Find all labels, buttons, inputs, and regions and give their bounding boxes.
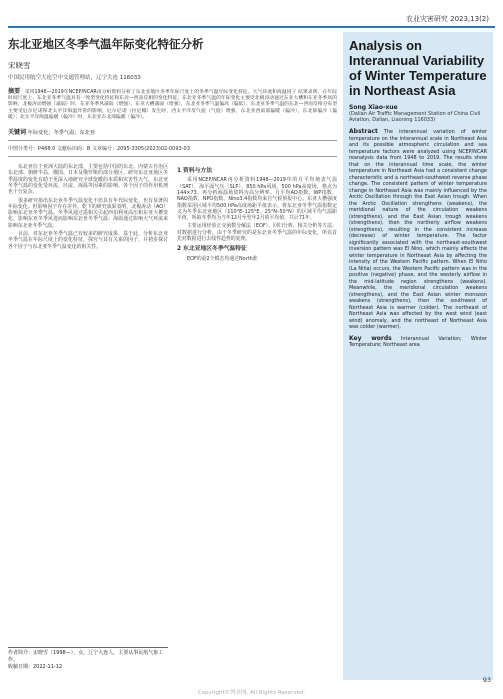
section-paragraph: EOF的前2个模态均通过North准 — [187, 255, 258, 262]
body-column-left — [8, 164, 168, 264]
english-sidebar — [343, 32, 493, 680]
footnote — [8, 647, 168, 671]
intro-paragraph: 很多研究指出东北亚冬季气温变化不但具有年代际变化，也有显著的年际变化。但影响因子存在差异。乾下的研究成果表明，北极涛动（AO）影响东北亚冬季气温。冬季风通过遥相关引起西伯利亚高压和东亚大槽变化，影响东亚冬季风进而影响东北亚冬季气温；海温通过影响大气环流来影响东北亚冬季气温。 — [8, 197, 168, 229]
en-keywords — [349, 336, 487, 349]
intro-paragraph: 目前，对东北亚冬季气温已有较多的研究成果，基于此，分析东北亚冬季气温在年际尺度上的变化特征，探究与其有关系的因子，并初步探讨各个因子与东北亚冬季气温变化的相关性。 — [8, 230, 168, 250]
cn-author: 宋晓雪 — [8, 61, 31, 70]
en-abstract-label: Abstract — [349, 128, 378, 135]
en-abstract-text: The interannual variation of winter temperature on the interannual scale in Northeast Asia and its possible atmospheric circulation and sea temperature factors were analyzed using NCEP/NCAR reanalysis data from 1948 to 2019. The results show that on the interannual time scale, the winter temperature in Northeast Asia had a consistent change characteristic and a northeast-southwest reverse phase change. The consistent pattern of winter temperature change in Northeast Asia was mainly influenced by the Arctic Oscillation through the East Asian trough. When the Arctic Oscillation strengthens (weakens), the meridional nature of the circulation weakens (strengthens), and the East Asian trough weakens (strengthens), then the northerly airflow weakens (strengthens), resulting in the consistent increase (decrease) of winter temperature. The factor significantly associated with the northeast-southwest inversion pattern was El Nino, which mainly affects the winter temperature in Northeast Asia by affecting the intensity of the Western Pacific pattern. When El Niño (La Niña) occurs, the Western Pacific pattern was in the positive (negative) phase, and the westerly airflow in the mid-latitude region strengthens (weakens). Meanwhile, the meridional circulation weakens (strengthens), and the East Asian winter monsoon weakens (strengthens), then the southwest of Northeast Asia is warmer (colder). The northeast of Northeast Asia was affected by the west wind (east wind) anomaly, and the northeast of Northeast Asia was colder (warmer). — [349, 129, 487, 330]
divider — [8, 140, 337, 141]
cn-keywords-label: 关键词 — [8, 129, 27, 137]
header-rule — [8, 26, 495, 28]
section-heading: 1 资料与方法 — [177, 168, 213, 175]
en-keywords-text: Interannual Variation; Winter Temperature; Northeast area — [349, 335, 487, 348]
footnote-rule — [8, 647, 168, 648]
en-author: Song Xiao-xue — [349, 104, 398, 111]
received-date: 收稿日期：2022-11-12 — [8, 663, 63, 670]
cn-keywords — [8, 127, 337, 136]
section-heading: 2 东北亚地区冬季气温特征 — [177, 246, 247, 253]
intro-paragraph: 东北亚位于亚洲大陆的东北部，主要包括中国的东北、内蒙古自治区东北部、朝鲜半岛、俄国、日本及俄罗斯的部分地区。研究东北亚地区冬季温度的变化有助于更深入地研究全球变暖的本质和灾害性天气。东北亚冬季气温的变化受环流、径流、海温等因素的影响。各个因子的作用机理也十分复杂。 — [8, 164, 168, 196]
journal-header: 农业灾害研究 2023,13(2) — [405, 15, 489, 23]
en-keywords-label: Key words — [349, 334, 392, 342]
body-column-right — [177, 164, 337, 264]
cn-abstract-label: 摘要 — [8, 88, 21, 95]
cn-abstract-text: 采用1948—2019年NCEP/NCAR再分析资料分析了东北亚地区冬季年际尺度上的冬季气温年际变化特征。大气环流和海温因子 结果表明，在年际时间尺度上，东北亚冬季气温具有一致型变化特征和东北—西南反相的变化特征。东北亚冬季气温的年际变化主要受北极涛动通过东亚大槽和东亚冬季风的影响，北极涛动增强（减弱）时，东亚冬季风减弱（增强），东亚大槽减弱（增强），东北亚冬季气温偏高（偏低）；东北亚冬季气温的东北—西南反相分布型主要受厄尔尼诺和北太平洋海温异常的影响，厄尔尼诺（拉尼娜）发生时，西太平洋反气旋（气旋）增强，东北亚西南部偏暖（偏冷），东北部偏冷（偏暖）；北太平洋海温偏暖（偏冷）时，东北亚东北部偏暖（偏冷）。 — [8, 90, 337, 120]
en-abstract — [349, 129, 487, 331]
cn-abstract — [8, 89, 337, 121]
page-number: 93 — [482, 676, 491, 684]
classification-ids: 中图分类号：P468.0 文献标识码：B 文章编号：2095-3305(2023)02-0093-03 — [8, 145, 190, 152]
cn-title: 东北亚地区冬季气温年际变化特征分析 — [8, 37, 204, 51]
author-bio: 作者简介：宋晓雪（1998—），女，辽宁大连人，主要从事民航气象工作。 — [8, 649, 164, 663]
section-paragraph: 采用NCEP/NCAR再分析资料1948—2019年的月平均地表气温（SAT）、海平面气压（SLP）、850 hPa风场、500 hPa高度场，格点为144×73，再分析海温场资料为高分辨率。月平均AO指数、WP指数、NAO指数、NPO指数、Nino3.4指数均来自气候预报中心。东亚大槽强度指数采用区域平均500 hPa高度场距平值表示。将东北亚冬季气温指数定义为冬季东北亚地区（110°E–125°E，25°N–50°N）的区域平均气温距平值，所取冬季均为当年12月至翌年2月的平均值，共计71年。 — [177, 177, 337, 222]
en-title: Analysis on Interannual Variability of Winter Temperature in Northeast Asia — [349, 38, 487, 98]
cn-affiliation: 中国民用航空大连空中交通管理站，辽宁大连 116033 — [8, 75, 141, 81]
divider — [8, 156, 337, 157]
watermark: Copyright©博看网. All Rights Reserved. — [197, 690, 306, 696]
chinese-column — [8, 32, 337, 264]
en-affiliation: (Dalian Air Traffic Management Station of China Civil Aviation, Dalian, Liaoning 116033) — [349, 111, 481, 123]
cn-keywords-text: 年际变化；冬季气温；东北亚 — [27, 130, 96, 137]
section-paragraph: 主要运用经验正交函数分解法（EOF）、回归分析、相关分析等方法，对数据进行分析。由于冬季研究的是东北亚冬季气温的年际变化，所以首先对数据进行去线性趋势的处理。 — [177, 223, 337, 242]
